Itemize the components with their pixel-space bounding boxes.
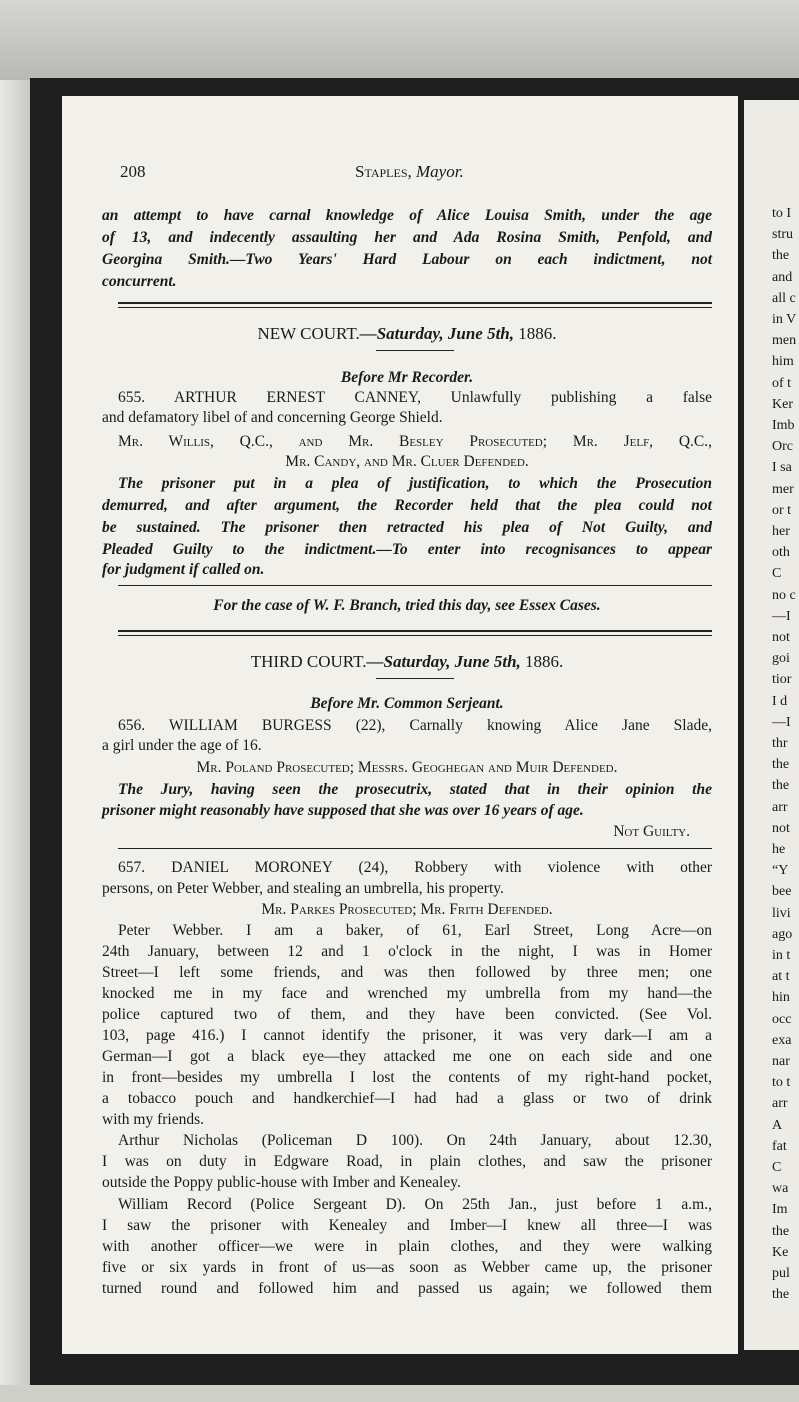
facing-page-fragment: Imb bbox=[772, 418, 795, 433]
facing-page-fragment: “Y bbox=[772, 863, 789, 879]
double-rule-2-bottom bbox=[118, 635, 712, 636]
facing-page-fragment: arr bbox=[772, 799, 788, 815]
case-657-line-19: with another officer—we were in plain clothes, and they were walking bbox=[102, 1238, 712, 1255]
case-655-line-1: 655. ARTHUR ERNEST CANNEY, Unlawfully publishing a false bbox=[118, 389, 712, 406]
branch-note: For the case of W. F. Branch, tried this day, see Essex Cases. bbox=[213, 597, 601, 614]
case-657-line-8: police captured two of them, and they have been convicted. (See Vol. bbox=[102, 1006, 712, 1023]
facing-page-fragment: occ bbox=[772, 1011, 792, 1027]
case-656-outcome: Not Guilty. bbox=[613, 823, 690, 840]
case-657-line-18: I saw the prisoner with Kenealey and Imber—I knew all three—I was bbox=[102, 1217, 712, 1234]
facing-page-fragment: Im bbox=[772, 1202, 788, 1218]
third-court-date: —Saturday, June 5th, bbox=[366, 652, 521, 671]
facing-page-fragment: not bbox=[772, 630, 790, 645]
case-657-line-2: persons, on Peter Webber, and stealing an umbrella, his property. bbox=[102, 880, 504, 897]
case-655-counsel-1: Mr. Willis, Q.C., and Mr. Besley Prosecuted; Mr. Jelf, Q.C., bbox=[118, 433, 712, 450]
double-rule-top bbox=[118, 302, 712, 304]
facing-page-fragment: the bbox=[772, 1287, 790, 1303]
prior-case-line-4: concurrent. bbox=[102, 273, 177, 290]
case-657-line-20: five or six yards in front of us—as soon as Webber came up, the prisoner bbox=[102, 1259, 712, 1276]
facing-page-fragment: and bbox=[772, 269, 793, 285]
case-657-counsel: Mr. Parkes Prosecuted; Mr. Frith Defended. bbox=[261, 901, 553, 918]
case-655-result-4: Pleaded Guilty to the indictment.—To enter into recognisances to appear bbox=[102, 541, 712, 558]
facing-page-fragment: to t bbox=[772, 1075, 791, 1091]
case-655-result-2: demurred, and after argument, the Recorder held that the plea could not bbox=[102, 497, 712, 514]
facing-page-fragment: I sa bbox=[772, 460, 792, 476]
page-number: 208 bbox=[120, 162, 146, 181]
case-657-line-21: turned round and followed him and passed us again; we followed them bbox=[102, 1280, 712, 1297]
case-657-line-9: 103, page 416.) I cannot identify the prisoner, it was very dark—I am a bbox=[102, 1027, 712, 1044]
facing-page-fragment: no c bbox=[772, 587, 796, 603]
case-656-verdict-2: prisoner might reasonably have supposed that she was over 16 years of age. bbox=[102, 802, 584, 819]
short-rule bbox=[376, 350, 454, 351]
facing-page-fragment: —I bbox=[772, 714, 791, 730]
single-rule-2 bbox=[118, 848, 712, 849]
facing-page-fragment: Orc bbox=[772, 439, 793, 455]
case-657-line-12: a tobacco pouch and handkerchief—I had had a glass or two of drink bbox=[102, 1090, 712, 1107]
facing-page-fragment: livi bbox=[772, 905, 791, 921]
third-court-before: Before Mr. Common Serjeant. bbox=[310, 695, 504, 712]
facing-page-fragment: at t bbox=[772, 969, 790, 985]
running-title-role: Mayor. bbox=[416, 162, 464, 181]
facing-page-fragment: exa bbox=[772, 1032, 792, 1048]
scan-top-edge bbox=[0, 0, 799, 80]
facing-page-fragment: tior bbox=[772, 672, 792, 688]
new-court-title: NEW COURT. bbox=[257, 324, 360, 343]
new-court-heading bbox=[102, 324, 712, 343]
case-655-result-3: be sustained. The prisoner then retracted his plea of Not Guilty, and bbox=[102, 519, 712, 536]
case-655-result-5: for judgment if called on. bbox=[102, 561, 265, 578]
facing-page-fragment: men bbox=[772, 333, 797, 349]
facing-page-fragment: C bbox=[772, 1160, 782, 1175]
facing-page-fragment: thr bbox=[772, 736, 788, 751]
short-rule-2 bbox=[376, 678, 454, 679]
single-rule bbox=[118, 585, 712, 586]
facing-page-fragment: mer bbox=[772, 481, 794, 497]
prior-case-line-1: an attempt to have carnal knowledge of Alice Louisa Smith, under the age bbox=[102, 207, 712, 224]
facing-page-fragment: A bbox=[772, 1117, 783, 1133]
facing-page-fragment: nar bbox=[772, 1054, 790, 1069]
facing-page-fragment: all c bbox=[772, 290, 796, 306]
facing-page-fragment: in V bbox=[772, 312, 797, 327]
facing-page-fragment: the bbox=[772, 778, 790, 794]
case-656-line-2: a girl under the age of 16. bbox=[102, 737, 262, 754]
case-657-line-7: knocked me in my face and wrenched my umbrella from my hand—the bbox=[102, 985, 712, 1002]
double-rule-2-top bbox=[118, 630, 712, 632]
case-657-line-16: outside the Poppy public-house with Imber and Kenealey. bbox=[102, 1174, 461, 1191]
facing-page bbox=[744, 100, 799, 1350]
facing-page-fragment: fat bbox=[772, 1138, 787, 1154]
case-657-line-5: 24th January, between 12 and 1 o'clock in the night, I was in Homer bbox=[102, 943, 712, 960]
third-court-heading bbox=[102, 652, 712, 671]
case-656-line-1: 656. WILLIAM BURGESS (22), Carnally knowing Alice Jane Slade, bbox=[118, 717, 712, 734]
facing-page-fragment: to I bbox=[772, 206, 792, 221]
facing-page-fragment: he bbox=[772, 842, 786, 857]
facing-page-fragment: Ke bbox=[772, 1244, 789, 1260]
running-title bbox=[355, 162, 464, 182]
case-657-line-4: Peter Webber. I am a baker, of 61, Earl Street, Long Acre—on bbox=[118, 922, 712, 939]
case-657-line-6: Street—I left some friends, and was then followed by three men; one bbox=[102, 964, 712, 981]
facing-page-fragment: or t bbox=[772, 502, 792, 518]
facing-page-fragment: C bbox=[772, 566, 782, 582]
facing-page-fragment: in t bbox=[772, 948, 791, 963]
scan-left-margin bbox=[0, 0, 30, 1402]
prior-case-line-3: Georgina Smith.—Two Years' Hard Labour on each indictment, not bbox=[102, 251, 712, 268]
scan-bottom-edge bbox=[0, 1385, 799, 1402]
facing-page-fragment: of t bbox=[772, 375, 792, 391]
running-title-name: Staples, bbox=[355, 162, 412, 181]
facing-page-fragment: arr bbox=[772, 1096, 788, 1112]
case-657-line-14: Arthur Nicholas (Policeman D 100). On 24th January, about 12.30, bbox=[118, 1132, 712, 1149]
facing-page-fragment: pul bbox=[772, 1266, 790, 1281]
new-court-date: —Saturday, June 5th, bbox=[359, 324, 515, 343]
facing-page-fragment: wa bbox=[772, 1181, 789, 1197]
case-657-line-13: with my friends. bbox=[102, 1111, 205, 1128]
case-657-line-17: William Record (Police Sergeant D). On 25th Jan., just before 1 a.m., bbox=[118, 1196, 712, 1213]
facing-page-fragment: not bbox=[772, 820, 790, 836]
facing-page-fragment: oth bbox=[772, 545, 790, 561]
case-656-verdict-1: The Jury, having seen the prosecutrix, stated that in their opinion the bbox=[118, 781, 712, 798]
facing-page-fragment: her bbox=[772, 524, 790, 539]
facing-page-fragment: ago bbox=[772, 926, 793, 942]
third-court-title: THIRD COURT. bbox=[250, 652, 367, 671]
case-657-line-11: in front—besides my umbrella I lost the contents of my right-hand pocket, bbox=[102, 1069, 712, 1086]
case-657-line-1: 657. DANIEL MORONEY (24), Robbery with violence with other bbox=[118, 859, 712, 876]
facing-page-fragment: the bbox=[772, 1223, 790, 1239]
prior-case-line-2: of 13, and indecently assaulting her and Ada Rosina Smith, Penfold, and bbox=[102, 229, 712, 246]
case-655-line-2: and defamatory libel of and concerning George Shield. bbox=[102, 409, 443, 426]
double-rule-bottom bbox=[118, 307, 712, 308]
facing-page-fragment: the bbox=[772, 757, 790, 773]
facing-page-fragment: him bbox=[772, 354, 794, 370]
facing-page-fragment: goi bbox=[772, 651, 790, 667]
facing-page-fragment: I d bbox=[772, 693, 788, 709]
case-657-line-10: German—I got a black eye—they attacked me one on each side and one bbox=[102, 1048, 712, 1065]
new-court-year: 1886. bbox=[514, 324, 557, 343]
facing-page-fragment: Ker bbox=[772, 396, 793, 412]
facing-page-fragment: stru bbox=[772, 227, 793, 243]
new-court-before: Before Mr Recorder. bbox=[340, 369, 474, 386]
facing-page-fragment: bee bbox=[772, 884, 792, 900]
case-655-counsel-2: Mr. Candy, and Mr. Cluer Defended. bbox=[285, 453, 529, 470]
facing-page-fragment: hin bbox=[772, 990, 790, 1006]
facing-page-fragment: —I bbox=[772, 608, 791, 624]
case-655-result-1: The prisoner put in a plea of justification, to which the Prosecution bbox=[118, 475, 712, 492]
facing-page-fragment: the bbox=[772, 248, 790, 264]
third-court-year: 1886. bbox=[520, 652, 564, 671]
case-657-line-15: I was on duty in Edgware Road, in plain clothes, and saw the prisoner bbox=[102, 1153, 712, 1170]
case-656-counsel: Mr. Poland Prosecuted; Messrs. Geoghegan and Muir Defended. bbox=[196, 759, 618, 776]
